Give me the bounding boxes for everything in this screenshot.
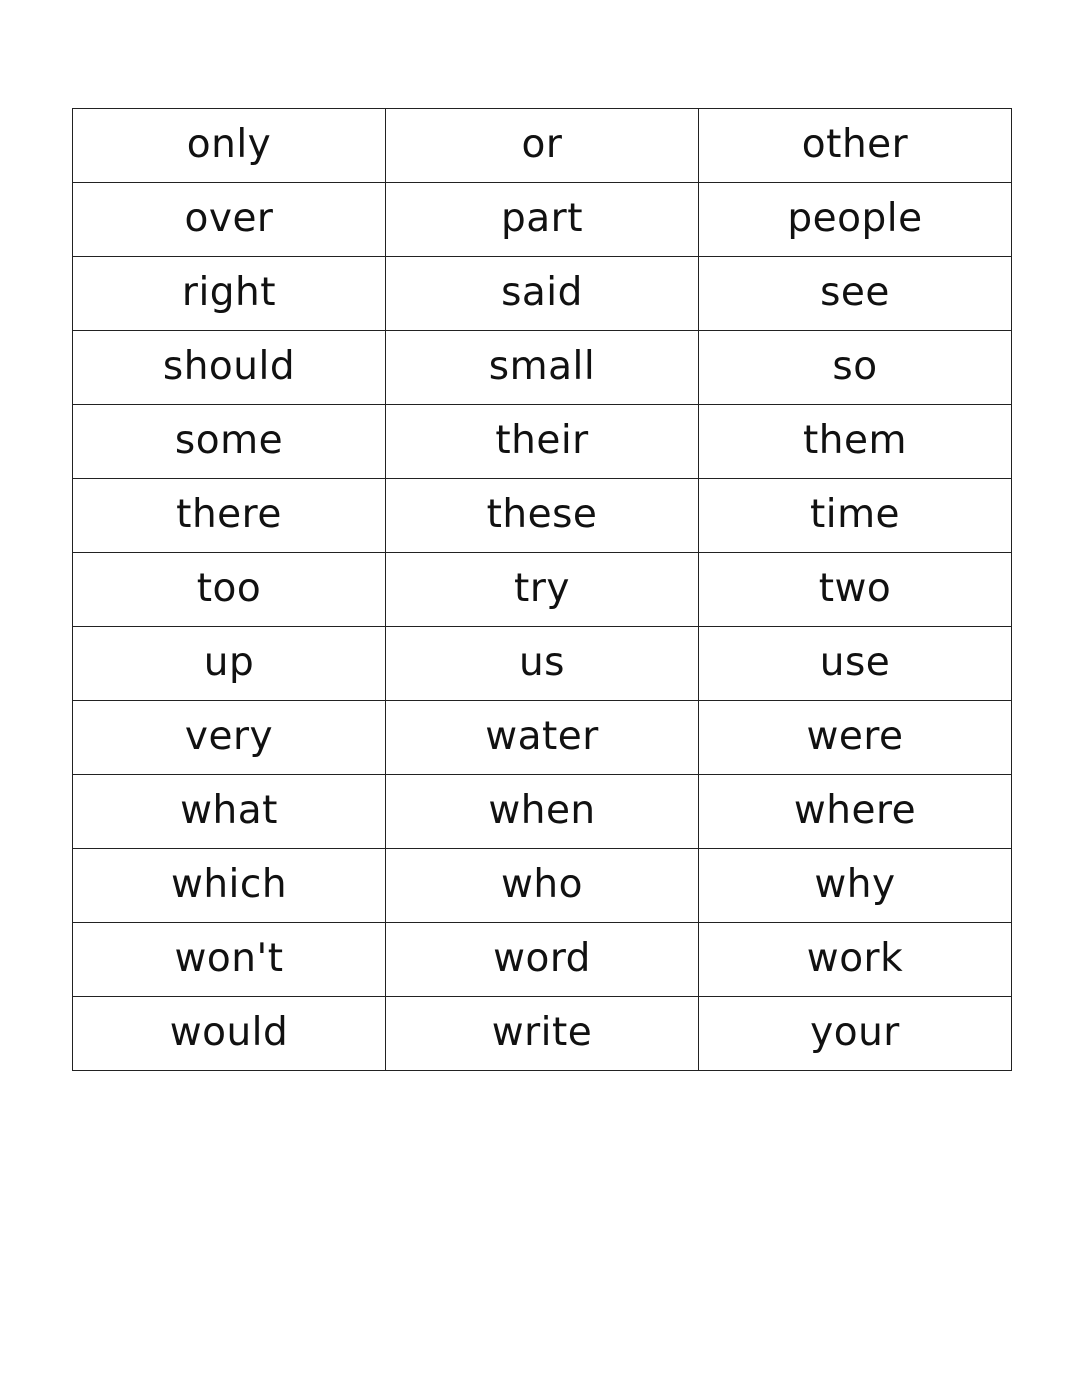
word-table-body <box>73 109 1012 1071</box>
word-text: right <box>181 270 277 315</box>
word-text: or <box>521 122 563 167</box>
word-cell <box>386 479 699 553</box>
word-text: what <box>180 788 278 833</box>
word-text: where <box>793 788 917 833</box>
word-text: so <box>832 344 878 389</box>
word-text: water <box>485 714 599 759</box>
word-cell <box>73 701 386 775</box>
word-text: write <box>491 1010 593 1055</box>
word-text: two <box>818 566 892 611</box>
table-row <box>73 997 1012 1071</box>
word-cell <box>73 183 386 257</box>
sight-word-table <box>72 108 1012 1071</box>
word-cell <box>699 257 1012 331</box>
word-cell <box>73 331 386 405</box>
word-cell <box>386 109 699 183</box>
word-text: your <box>810 1010 900 1055</box>
table-row <box>73 405 1012 479</box>
table-row <box>73 701 1012 775</box>
word-text: there <box>176 492 282 537</box>
word-cell <box>73 997 386 1071</box>
word-text: use <box>819 640 891 685</box>
table-row <box>73 553 1012 627</box>
word-cell <box>699 923 1012 997</box>
word-cell <box>386 701 699 775</box>
word-text: very <box>184 714 274 759</box>
table-row <box>73 183 1012 257</box>
word-cell <box>386 923 699 997</box>
word-text: them <box>803 418 907 463</box>
word-cell <box>699 553 1012 627</box>
word-cell <box>73 109 386 183</box>
word-text: us <box>518 640 566 685</box>
word-text: work <box>806 936 904 981</box>
word-cell <box>73 257 386 331</box>
word-text: when <box>488 788 596 833</box>
table-row <box>73 923 1012 997</box>
table-row <box>73 331 1012 405</box>
word-cell <box>699 183 1012 257</box>
word-text: who <box>501 862 583 907</box>
table-row <box>73 257 1012 331</box>
word-cell <box>386 627 699 701</box>
table-row <box>73 109 1012 183</box>
word-text: over <box>184 196 274 241</box>
word-text: said <box>501 270 583 315</box>
word-text: were <box>806 714 904 759</box>
word-cell <box>699 627 1012 701</box>
word-text: up <box>203 640 255 685</box>
word-cell <box>386 553 699 627</box>
word-text: word <box>493 936 591 981</box>
word-text: small <box>488 344 596 389</box>
word-text: too <box>196 566 262 611</box>
word-text: should <box>162 344 296 389</box>
word-text: these <box>486 492 598 537</box>
word-text: some <box>174 418 284 463</box>
word-cell <box>699 849 1012 923</box>
word-cell <box>386 257 699 331</box>
word-cell <box>73 627 386 701</box>
word-text: why <box>814 862 896 907</box>
word-text: part <box>501 196 583 241</box>
table-row <box>73 849 1012 923</box>
word-text: other <box>801 122 909 167</box>
word-cell <box>699 775 1012 849</box>
word-cell <box>386 183 699 257</box>
word-cell <box>699 701 1012 775</box>
word-text: their <box>495 418 589 463</box>
word-cell <box>73 849 386 923</box>
word-text: people <box>787 196 923 241</box>
word-cell <box>386 849 699 923</box>
word-text: only <box>186 122 272 167</box>
word-text: try <box>514 566 570 611</box>
word-cell <box>699 997 1012 1071</box>
word-cell <box>386 331 699 405</box>
word-cell <box>73 923 386 997</box>
word-cell <box>73 479 386 553</box>
word-cell <box>699 331 1012 405</box>
table-row <box>73 627 1012 701</box>
word-text: which <box>170 862 288 907</box>
table-row <box>73 479 1012 553</box>
word-cell <box>73 553 386 627</box>
word-cell <box>699 405 1012 479</box>
word-text: would <box>169 1010 289 1055</box>
word-cell <box>699 479 1012 553</box>
word-text: time <box>809 492 901 537</box>
word-cell <box>386 405 699 479</box>
word-text: won't <box>174 936 284 981</box>
table-row <box>73 775 1012 849</box>
word-cell <box>699 109 1012 183</box>
word-cell <box>73 775 386 849</box>
word-cell <box>386 997 699 1071</box>
word-text: see <box>820 270 890 315</box>
word-cell <box>386 775 699 849</box>
word-cell <box>73 405 386 479</box>
